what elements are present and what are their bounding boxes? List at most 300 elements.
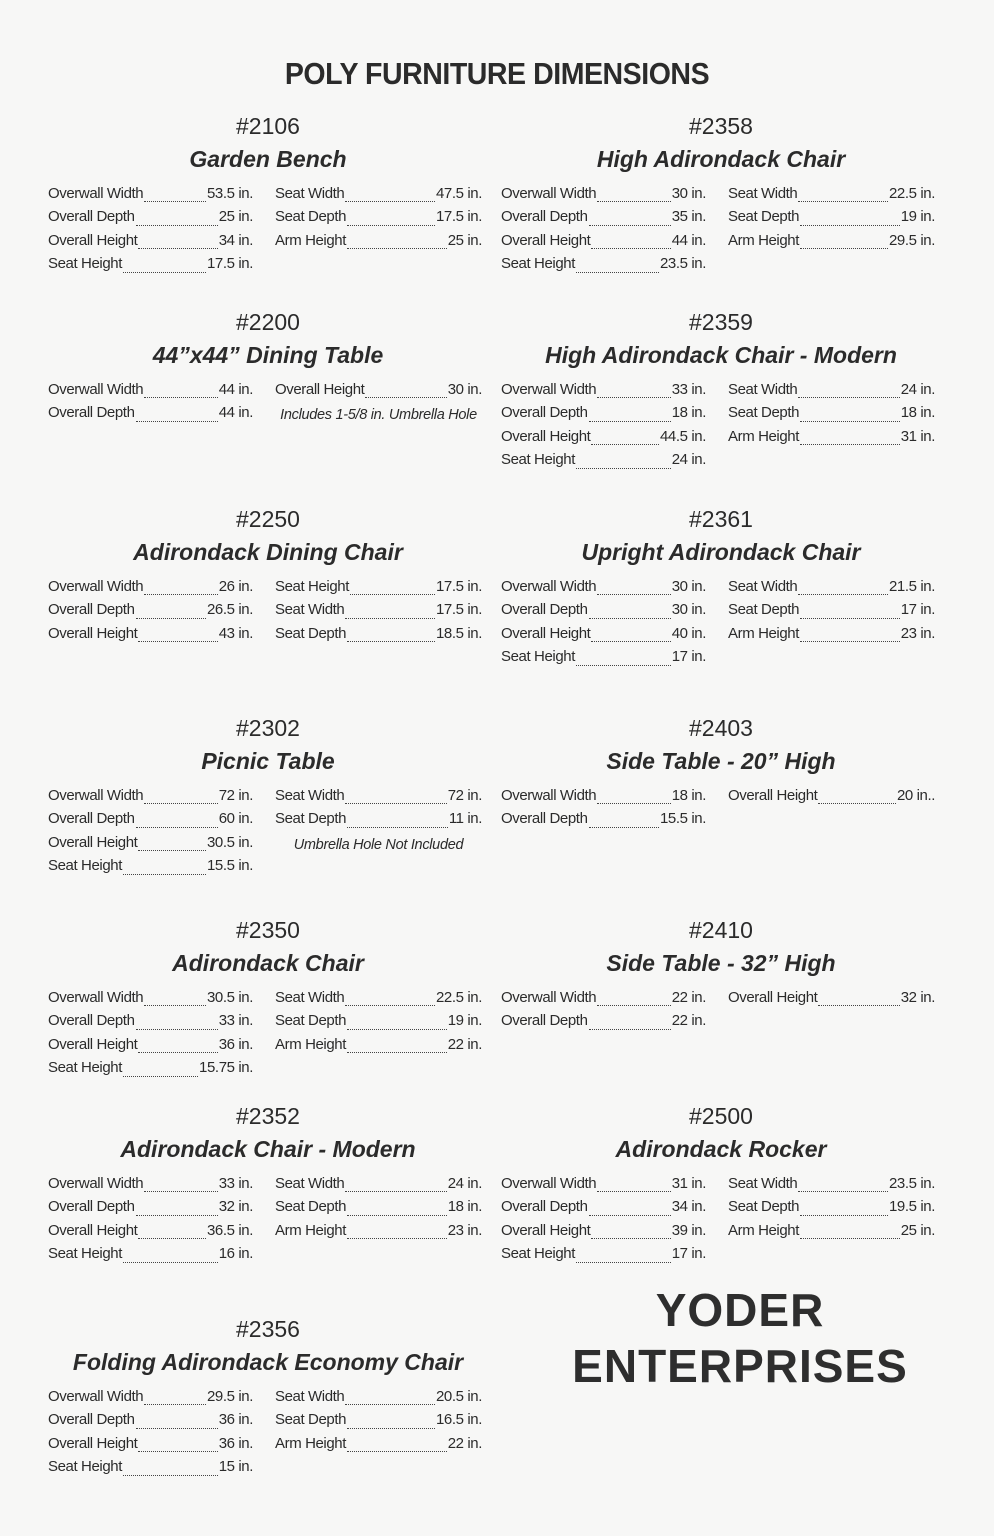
spec-value: 36 in. — [218, 1434, 253, 1452]
product-block — [48, 714, 488, 881]
dot-leader — [589, 827, 659, 828]
product-block — [48, 505, 488, 648]
spec-column — [501, 989, 706, 1036]
spec-label: Overall Depth — [48, 810, 135, 828]
spec-row — [275, 381, 482, 404]
spec-row — [48, 185, 253, 208]
spec-columns — [501, 787, 941, 834]
spec-value: 33 in. — [671, 381, 706, 398]
product-number: #2500 — [689, 1103, 753, 1129]
spec-value: 44 in. — [218, 381, 253, 398]
spec-row — [48, 1388, 253, 1411]
spec-column — [48, 185, 253, 279]
spec-column — [501, 1175, 706, 1269]
spec-label: Seat Height — [48, 1458, 122, 1476]
product-name: Picnic Table — [201, 748, 335, 774]
product-name: Garden Bench — [189, 146, 347, 172]
spec-label: Overall Depth — [48, 1012, 135, 1030]
spec-label: Seat Height — [48, 255, 122, 273]
dot-leader — [345, 1005, 435, 1006]
dot-leader — [597, 1005, 670, 1006]
spec-column — [728, 989, 935, 1036]
dot-leader — [144, 1191, 217, 1192]
product-number: #2410 — [689, 917, 753, 943]
spec-row — [48, 787, 253, 810]
spec-value: 30 in. — [671, 578, 706, 595]
spec-label: Overwall Width — [48, 578, 144, 595]
spec-label: Seat Depth — [728, 208, 800, 226]
spec-label: Overall Height — [501, 624, 591, 642]
spec-column — [728, 1175, 935, 1269]
product-number: #2403 — [689, 715, 753, 741]
spec-label: Overall Depth — [501, 810, 588, 828]
dot-leader — [144, 201, 206, 202]
spec-row — [728, 578, 935, 601]
spec-label: Seat Depth — [275, 208, 347, 226]
dot-leader — [597, 397, 670, 398]
spec-row — [501, 625, 706, 648]
spec-value: 34 in. — [671, 1198, 706, 1216]
product-block — [48, 1315, 488, 1482]
spec-label: Overall Depth — [48, 601, 135, 619]
dot-leader — [591, 1238, 670, 1239]
spec-value: 26 in. — [218, 578, 253, 595]
spec-value: 22 in. — [671, 1012, 706, 1030]
spec-row — [275, 601, 482, 624]
spec-value: 17.5 in. — [435, 601, 482, 619]
spec-value: 53.5 in. — [206, 185, 253, 202]
spec-label: Overwall Width — [501, 1175, 597, 1192]
dot-leader — [144, 803, 217, 804]
spec-value: 15.5 in. — [206, 857, 253, 875]
product-number: #2302 — [236, 715, 300, 741]
spec-value: 25 in. — [447, 231, 482, 249]
dot-leader — [138, 1451, 217, 1452]
dot-leader — [798, 594, 888, 595]
spec-value: 47.5 in. — [435, 185, 482, 202]
spec-row — [275, 1198, 482, 1221]
dot-leader — [347, 1029, 447, 1030]
dot-leader — [347, 1215, 447, 1216]
spec-value: 43 in. — [218, 624, 253, 642]
dot-leader — [798, 1191, 888, 1192]
spec-label: Arm Height — [728, 427, 800, 445]
dot-leader — [589, 1029, 671, 1030]
dot-leader — [347, 1052, 447, 1053]
spec-label: Overwall Width — [501, 381, 597, 398]
dot-leader — [345, 1191, 446, 1192]
dot-leader — [597, 803, 670, 804]
spec-label: Overall Height — [728, 989, 818, 1006]
dot-leader — [345, 618, 435, 619]
spec-row — [728, 787, 935, 810]
dot-leader — [798, 397, 899, 398]
spec-label: Overall Height — [501, 1221, 591, 1239]
spec-label: Overall Height — [48, 833, 138, 851]
spec-row — [728, 232, 935, 255]
spec-label: Seat Height — [48, 1059, 122, 1077]
spec-label: Seat Height — [501, 648, 575, 666]
spec-row — [48, 578, 253, 601]
dot-leader — [136, 225, 218, 226]
dot-leader — [345, 201, 435, 202]
spec-label: Overall Height — [275, 381, 365, 398]
dot-leader — [123, 1475, 218, 1476]
spec-row — [48, 1059, 253, 1082]
product-number: #2106 — [236, 113, 300, 139]
dot-leader — [800, 618, 900, 619]
spec-row — [501, 1175, 706, 1198]
spec-label: Seat Width — [275, 1388, 345, 1405]
spec-value: 21.5 in. — [888, 578, 935, 595]
spec-columns — [48, 1388, 488, 1482]
spec-label: Overall Height — [48, 1035, 138, 1053]
spec-value: 25 in. — [900, 1221, 935, 1239]
spec-label: Overwall Width — [48, 1175, 144, 1192]
dot-leader — [818, 1005, 899, 1006]
dot-leader — [800, 444, 900, 445]
dot-leader — [123, 272, 206, 273]
spec-label: Seat Depth — [728, 1198, 800, 1216]
spec-value: 19 in. — [900, 208, 935, 226]
spec-value: 39 in. — [671, 1221, 706, 1239]
spec-row — [48, 601, 253, 624]
spec-columns — [48, 1175, 488, 1269]
spec-value: 33 in. — [218, 1175, 253, 1192]
spec-label: Arm Height — [728, 624, 800, 642]
spec-value: 31 in. — [671, 1175, 706, 1192]
spec-column — [48, 989, 253, 1083]
dot-leader — [576, 1262, 671, 1263]
dot-leader — [138, 1052, 217, 1053]
spec-row — [728, 1175, 935, 1198]
page-title: POLY FURNITURE DIMENSIONS — [284, 56, 710, 91]
spec-value: 72 in. — [447, 787, 482, 804]
spec-value: 30.5 in. — [206, 989, 253, 1006]
spec-value: 17 in. — [671, 648, 706, 666]
product-name: Adirondack Chair - Modern — [120, 1136, 416, 1162]
spec-row — [501, 428, 706, 451]
spec-row — [728, 1222, 935, 1245]
spec-label: Overall Height — [48, 231, 138, 249]
dot-leader — [136, 421, 218, 422]
spec-column — [48, 578, 253, 648]
spec-label: Seat Width — [728, 185, 798, 202]
dot-leader — [589, 421, 671, 422]
spec-value: 17 in. — [900, 601, 935, 619]
spec-label: Arm Height — [275, 1035, 347, 1053]
spec-row — [501, 787, 706, 810]
spec-value: 36 in. — [218, 1035, 253, 1053]
product-block — [501, 505, 941, 672]
product-block — [501, 112, 941, 279]
spec-value: 16.5 in. — [435, 1411, 482, 1429]
spec-column — [48, 1388, 253, 1482]
spec-label: Overall Depth — [501, 404, 588, 422]
dot-leader — [350, 594, 435, 595]
spec-label: Overall Depth — [501, 1198, 588, 1216]
spec-value: 18 in. — [671, 404, 706, 422]
product-block — [48, 308, 488, 428]
spec-label: Seat Depth — [275, 1198, 347, 1216]
product-name: High Adirondack Chair — [596, 146, 846, 172]
spec-row — [48, 1458, 253, 1481]
spec-columns — [48, 578, 488, 648]
spec-label: Overall Height — [728, 787, 818, 804]
dot-leader — [144, 1404, 206, 1405]
dot-leader — [365, 397, 446, 398]
spec-columns — [501, 1175, 941, 1269]
spec-value: 36.5 in. — [206, 1221, 253, 1239]
dot-leader — [597, 594, 670, 595]
spec-column — [501, 787, 706, 834]
spec-label: Seat Depth — [275, 624, 347, 642]
spec-value: 23.5 in. — [888, 1175, 935, 1192]
dot-leader — [800, 248, 888, 249]
product-name: Upright Adirondack Chair — [581, 539, 861, 565]
brand-line-1: YODER — [655, 1284, 825, 1336]
spec-value: 22.5 in. — [435, 989, 482, 1006]
spec-label: Seat Depth — [275, 1012, 347, 1030]
product-name: High Adirondack Chair - Modern — [545, 342, 897, 368]
spec-label: Arm Height — [728, 231, 800, 249]
spec-columns — [501, 185, 941, 279]
dot-leader — [589, 618, 671, 619]
dot-leader — [123, 874, 206, 875]
spec-row — [275, 578, 482, 601]
dot-leader — [136, 1215, 218, 1216]
dot-leader — [138, 850, 206, 851]
spec-value: 22 in. — [447, 1434, 482, 1452]
brand-logo — [520, 1282, 960, 1394]
spec-label: Seat Depth — [275, 1411, 347, 1429]
spec-label: Overall Depth — [48, 1198, 135, 1216]
spec-value: 17.5 in. — [435, 578, 482, 595]
spec-label: Arm Height — [275, 1221, 347, 1239]
dot-leader — [576, 272, 659, 273]
spec-value: 20 in.. — [896, 787, 935, 804]
spec-column — [275, 185, 482, 279]
dot-leader — [144, 1005, 206, 1006]
spec-row — [275, 1411, 482, 1434]
spec-value: 18 in. — [447, 1198, 482, 1216]
spec-value: 23 in. — [900, 624, 935, 642]
spec-row — [501, 1222, 706, 1245]
spec-column — [275, 578, 482, 648]
spec-columns — [501, 578, 941, 672]
dot-leader — [136, 1029, 218, 1030]
spec-label: Overall Height — [501, 427, 591, 445]
spec-row — [728, 625, 935, 648]
dot-leader — [800, 1215, 888, 1216]
spec-value: 24 in. — [447, 1175, 482, 1192]
spec-label: Seat Width — [275, 601, 345, 619]
spec-row — [501, 255, 706, 278]
dot-leader — [138, 1238, 206, 1239]
spec-column — [728, 787, 935, 834]
product-name: Side Table - 20” High — [606, 748, 836, 774]
dot-leader — [576, 665, 671, 666]
product-block — [501, 308, 941, 475]
spec-row — [48, 381, 253, 404]
spec-row — [48, 1012, 253, 1035]
spec-value: 40 in. — [671, 624, 706, 642]
spec-row — [275, 787, 482, 810]
spec-columns — [501, 381, 941, 475]
dot-leader — [589, 225, 671, 226]
spec-row — [728, 1198, 935, 1221]
spec-columns — [501, 989, 941, 1036]
spec-row — [501, 208, 706, 231]
dot-leader — [144, 594, 217, 595]
spec-value: 29.5 in. — [888, 231, 935, 249]
spec-row — [728, 185, 935, 208]
spec-value: 15 in. — [218, 1458, 253, 1476]
spec-row — [48, 208, 253, 231]
dot-leader — [123, 1262, 218, 1263]
spec-value: 18 in. — [900, 404, 935, 422]
dot-leader — [347, 641, 435, 642]
product-name: Side Table - 32” High — [606, 950, 836, 976]
spec-row — [48, 810, 253, 833]
product-number: #2358 — [689, 113, 753, 139]
spec-columns — [48, 185, 488, 279]
product-note: Umbrella Hole Not Included — [293, 836, 464, 853]
spec-value: 25 in. — [218, 208, 253, 226]
spec-column — [275, 381, 482, 428]
spec-row — [48, 1198, 253, 1221]
product-number: #2352 — [236, 1103, 300, 1129]
spec-label: Overwall Width — [501, 989, 597, 1006]
spec-label: Seat Width — [275, 185, 345, 202]
spec-row — [48, 1036, 253, 1059]
spec-value: 22.5 in. — [888, 185, 935, 202]
spec-column — [275, 989, 482, 1083]
dot-leader — [800, 641, 900, 642]
spec-row — [501, 232, 706, 255]
spec-label: Overall Depth — [48, 404, 135, 422]
spec-row — [48, 232, 253, 255]
spec-row — [501, 381, 706, 404]
spec-column — [275, 1175, 482, 1269]
spec-row — [275, 1388, 482, 1411]
dot-leader — [345, 1404, 435, 1405]
dot-leader — [138, 248, 217, 249]
product-block — [48, 1102, 488, 1269]
spec-label: Seat Width — [728, 578, 798, 595]
spec-row — [48, 834, 253, 857]
spec-row — [501, 601, 706, 624]
spec-label: Overall Depth — [501, 601, 588, 619]
spec-row — [275, 989, 482, 1012]
spec-value: 18 in. — [671, 787, 706, 804]
spec-row — [728, 601, 935, 624]
spec-column — [501, 185, 706, 279]
spec-label: Arm Height — [275, 231, 347, 249]
spec-row — [275, 1036, 482, 1059]
spec-row — [48, 625, 253, 648]
spec-label: Overwall Width — [48, 989, 144, 1006]
spec-value: 19 in. — [447, 1012, 482, 1030]
spec-row — [275, 1222, 482, 1245]
product-number: #2356 — [236, 1316, 300, 1342]
spec-label: Seat Width — [275, 787, 345, 804]
spec-columns — [48, 787, 488, 881]
product-block — [501, 916, 941, 1036]
spec-row — [501, 1245, 706, 1268]
dot-leader — [800, 1238, 900, 1239]
spec-row — [48, 1411, 253, 1434]
dot-leader — [136, 827, 218, 828]
spec-label: Seat Height — [48, 857, 122, 875]
spec-value: 44 in. — [218, 404, 253, 422]
spec-value: 30.5 in. — [206, 833, 253, 851]
spec-label: Overwall Width — [501, 185, 597, 202]
spec-row — [48, 1245, 253, 1268]
product-name: Adirondack Rocker — [615, 1136, 827, 1162]
dot-leader — [591, 641, 670, 642]
spec-row — [275, 232, 482, 255]
spec-row — [728, 428, 935, 451]
spec-value: 11 in. — [448, 810, 482, 828]
product-number: #2359 — [689, 309, 753, 335]
dot-leader — [591, 444, 659, 445]
product-note: Includes 1-5/8 in. Umbrella Hole — [280, 407, 477, 424]
spec-value: 17 in. — [671, 1245, 706, 1263]
spec-value: 24 in. — [671, 451, 706, 469]
spec-label: Seat Height — [501, 255, 575, 273]
spec-row — [728, 989, 935, 1012]
spec-label: Overwall Width — [48, 185, 144, 202]
spec-label: Seat Width — [275, 989, 345, 1006]
spec-label: Overwall Width — [48, 787, 144, 804]
spec-row — [501, 578, 706, 601]
spec-value: 30 in. — [671, 601, 706, 619]
spec-columns — [48, 989, 488, 1083]
spec-value: 60 in. — [218, 810, 253, 828]
spec-value: 22 in. — [671, 989, 706, 1006]
spec-row — [48, 857, 253, 880]
product-name: Adirondack Dining Chair — [133, 539, 403, 565]
spec-value: 20.5 in. — [435, 1388, 482, 1405]
spec-label: Overall Depth — [48, 208, 135, 226]
spec-value: 30 in. — [447, 381, 482, 398]
dot-leader — [818, 803, 895, 804]
spec-label: Overall Height — [48, 1434, 138, 1452]
spec-column — [275, 1388, 482, 1482]
dot-leader — [589, 1215, 671, 1216]
spec-column — [501, 381, 706, 475]
dot-leader — [798, 201, 888, 202]
dot-leader — [345, 803, 446, 804]
spec-row — [728, 404, 935, 427]
spec-row — [501, 810, 706, 833]
spec-label: Seat Height — [275, 578, 349, 595]
spec-label: Seat Width — [728, 381, 798, 398]
spec-row — [48, 989, 253, 1012]
product-block — [48, 112, 488, 279]
spec-label: Seat Width — [728, 1175, 798, 1192]
product-number: #2350 — [236, 917, 300, 943]
spec-value: 29.5 in. — [206, 1388, 253, 1405]
spec-value: 72 in. — [218, 787, 253, 804]
spec-label: Arm Height — [275, 1434, 347, 1452]
spec-label: Overall Height — [501, 231, 591, 249]
spec-label: Overwall Width — [48, 381, 144, 398]
spec-value: 22 in. — [447, 1035, 482, 1053]
spec-row — [275, 185, 482, 208]
spec-row — [501, 1012, 706, 1035]
